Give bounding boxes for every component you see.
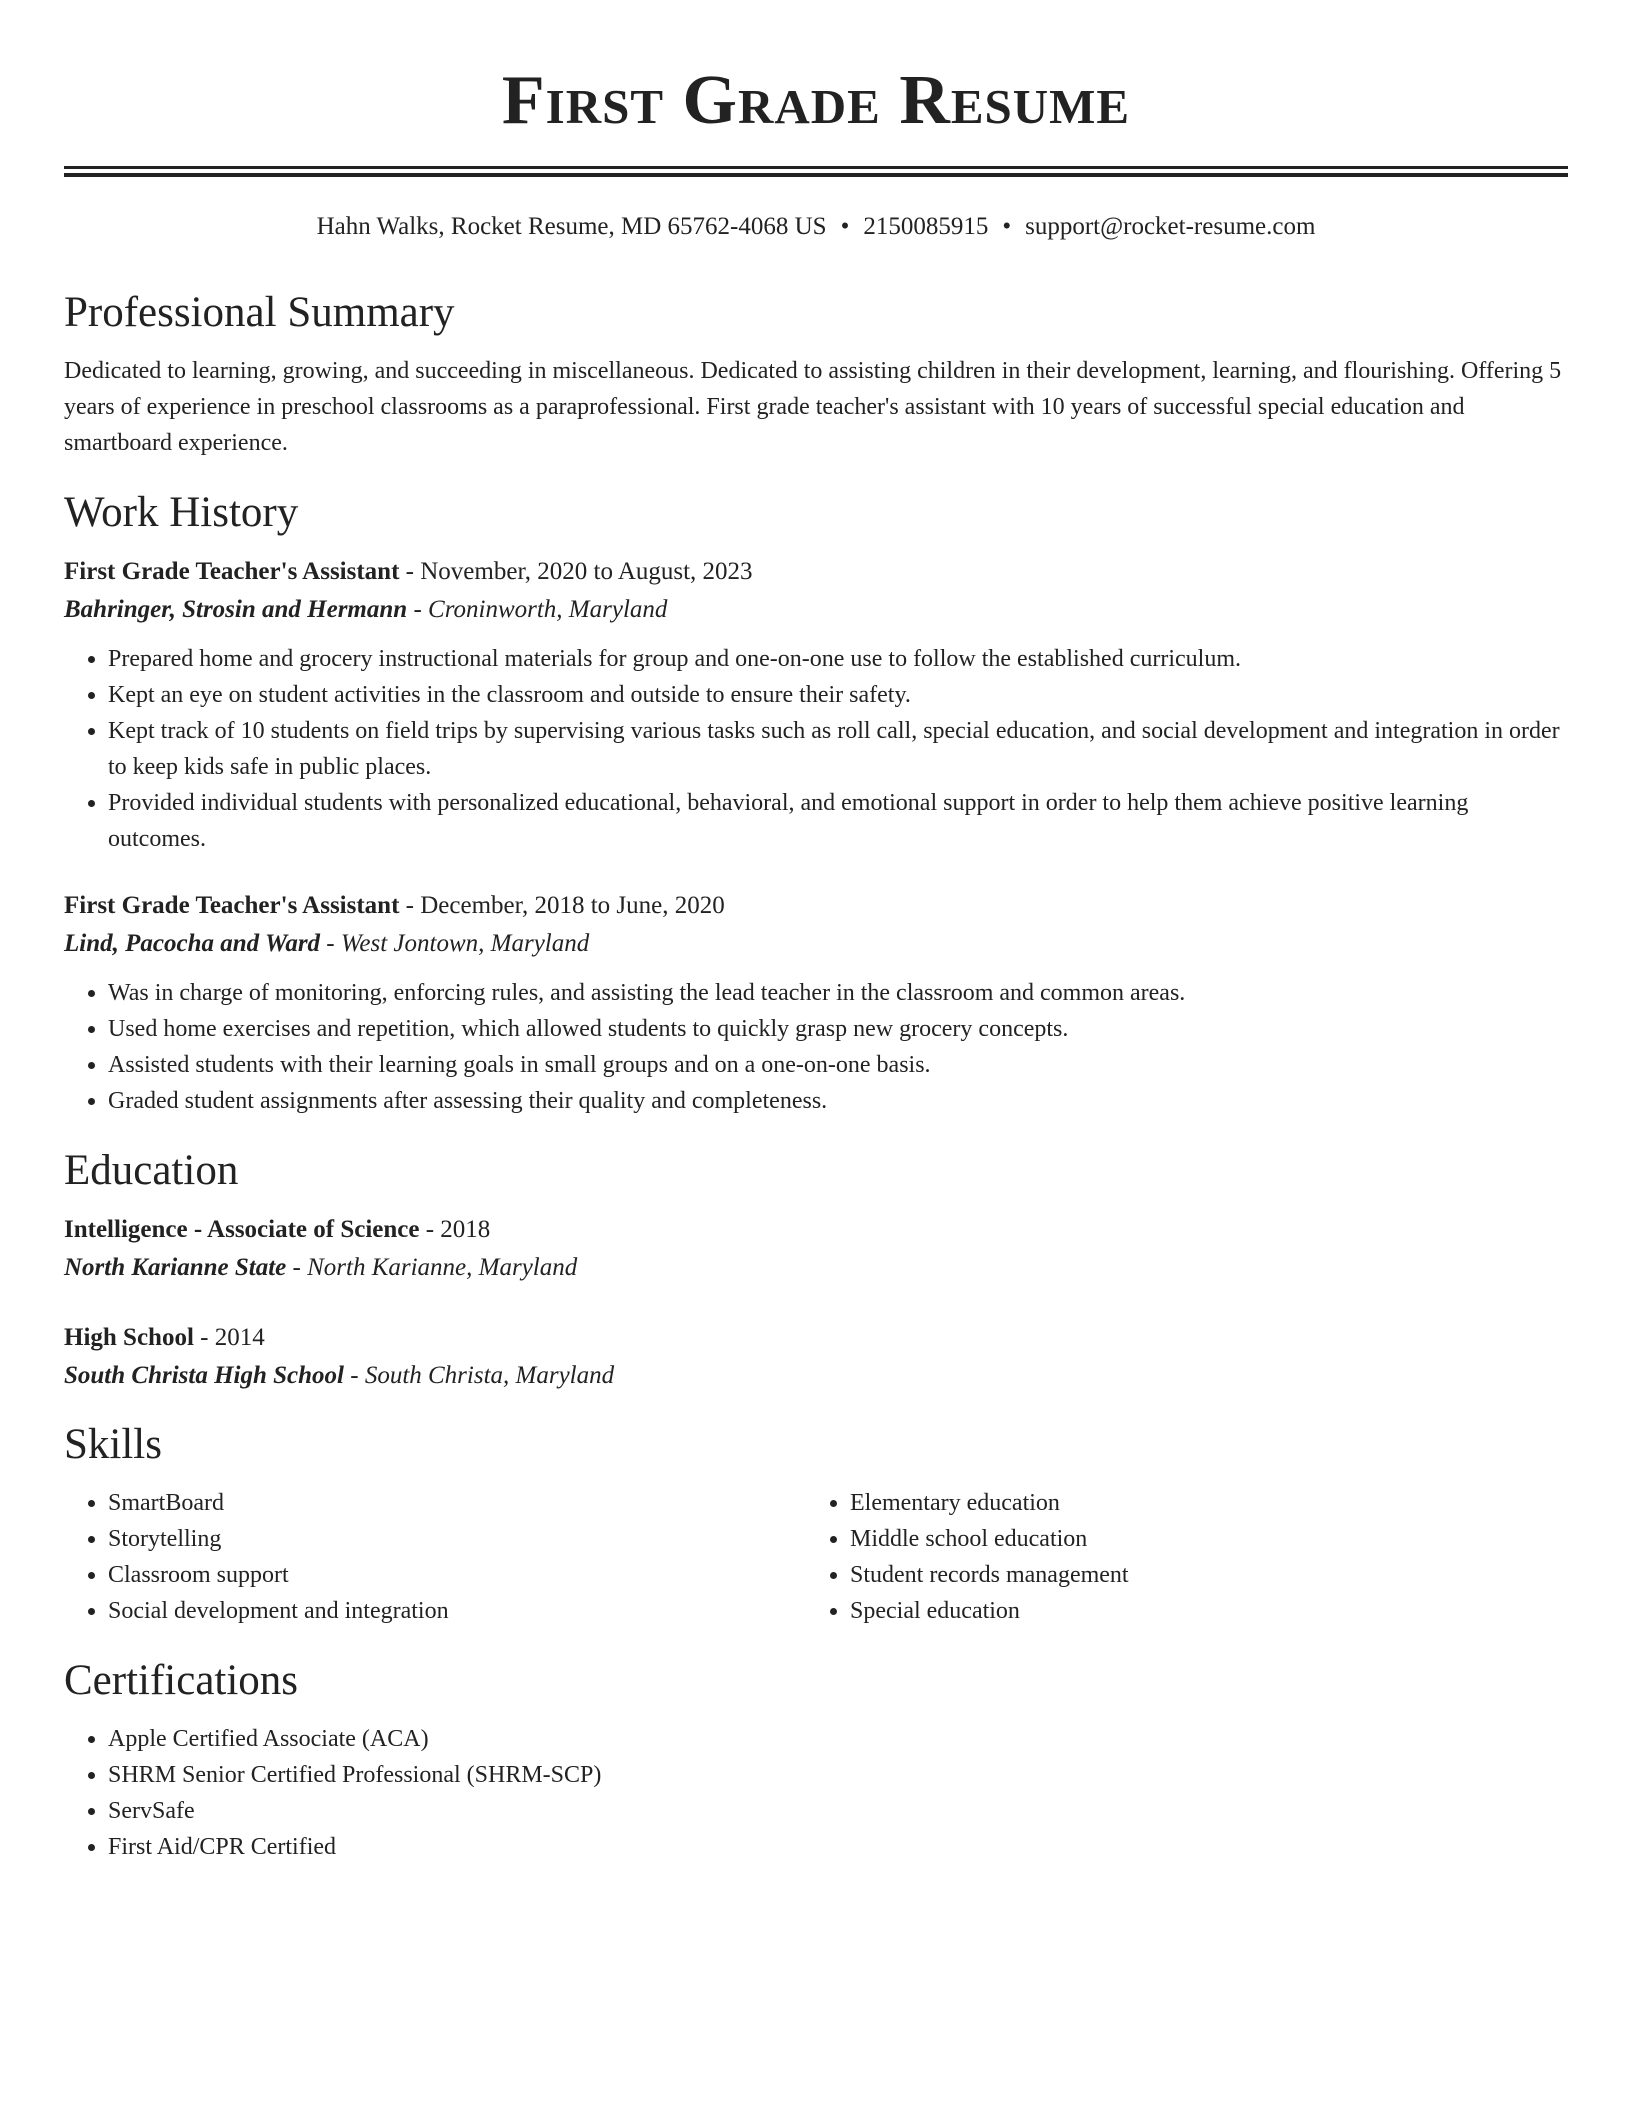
list-item: • SmartBoard xyxy=(108,1485,806,1521)
list-item: • First Aid/CPR Certified xyxy=(108,1829,1568,1865)
contact-address: Hahn Walks, Rocket Resume, MD 65762-4068 US xyxy=(316,213,827,240)
list-item: • Kept track of 10 students on field trips by supervising various tasks such as roll call, special education, and social development and integration in order to keep kids safe in public places. xyxy=(108,713,1568,785)
list-item: • ServSafe xyxy=(108,1793,1568,1829)
contact-email: support@rocket-resume.com xyxy=(1025,213,1316,240)
list-item: • Elementary education xyxy=(850,1485,1548,1521)
contact-phone: 2150085915 xyxy=(863,213,989,240)
school-name: North Karianne State xyxy=(64,1254,287,1281)
list-item: • Used home exercises and repetition, which allowed students to quickly grasp new grocery concepts. xyxy=(108,1011,1568,1047)
school-name: South Christa High School xyxy=(64,1362,344,1389)
degree-year: 2014 xyxy=(214,1324,265,1351)
list-item: • Assisted students with their learning goals in small groups and on a one-on-one basis. xyxy=(108,1047,1568,1083)
job-duties-list xyxy=(64,641,1568,857)
section-heading-summary: Professional Summary xyxy=(64,289,455,336)
title-double-rule xyxy=(64,166,1568,177)
school-line: North Karianne State - North Karianne, Maryland xyxy=(64,1254,578,1281)
job-title: First Grade Teacher's Assistant xyxy=(64,892,400,919)
employer-line: Bahringer, Strosin and Hermann - Croninworth, Maryland xyxy=(64,596,668,623)
job-entry xyxy=(64,553,1568,857)
contact-line xyxy=(64,211,1568,243)
education-entry xyxy=(64,1211,1568,1287)
list-item: • Student records management xyxy=(850,1557,1548,1593)
job-duties-list xyxy=(64,975,1568,1119)
skills-column-left xyxy=(64,1485,806,1629)
list-item: • Special education xyxy=(850,1593,1548,1629)
school-location: South Christa, Maryland xyxy=(364,1362,615,1389)
skills-grid xyxy=(64,1485,1568,1629)
list-item: • Kept an eye on student activities in the classroom and outside to ensure their safety. xyxy=(108,677,1568,713)
job-dates: December, 2018 to June, 2020 xyxy=(420,892,725,919)
list-item: • SHRM Senior Certified Professional (SHRM-SCP) xyxy=(108,1757,1568,1793)
degree-year: 2018 xyxy=(440,1216,491,1243)
school-line: South Christa High School - South Christa, Maryland xyxy=(64,1362,615,1389)
skills-list xyxy=(806,1485,1548,1629)
job-dates: November, 2020 to August, 2023 xyxy=(420,558,753,585)
employer-location: Croninworth, Maryland xyxy=(428,596,668,623)
job-title-line: First Grade Teacher's Assistant - December, 2018 to June, 2020 xyxy=(64,892,725,919)
employer-line: Lind, Pacocha and Ward - West Jontown, Maryland xyxy=(64,930,590,957)
contact-separator: • xyxy=(840,213,850,240)
list-item: • Storytelling xyxy=(108,1521,806,1557)
resume-page xyxy=(64,0,1568,1865)
list-item: • Middle school education xyxy=(850,1521,1548,1557)
degree-line: Intelligence - Associate of Science - 2018 xyxy=(64,1216,491,1243)
section-heading-work-history: Work History xyxy=(64,489,299,536)
employer-location: West Jontown, Maryland xyxy=(340,930,590,957)
list-item: • Classroom support xyxy=(108,1557,806,1593)
summary-text: Dedicated to learning, growing, and succeeding in miscellaneous. Dedicated to assisting children in their development, learning, and flourishing. Offering 5 years of experience in preschool classrooms as a paraprofessional. First grade teacher's assistant with 10 years of successful special education and smartboard experience. xyxy=(64,358,1562,456)
contact-separator: • xyxy=(1002,213,1012,240)
job-title-line: First Grade Teacher's Assistant - November, 2020 to August, 2023 xyxy=(64,558,753,585)
job-title: First Grade Teacher's Assistant xyxy=(64,558,400,585)
list-item: • Social development and integration xyxy=(108,1593,806,1629)
section-heading-education: Education xyxy=(64,1147,239,1194)
resume-title: First Grade Resume xyxy=(501,62,1131,139)
list-item: • Graded student assignments after assessing their quality and completeness. xyxy=(108,1083,1568,1119)
degree-line: High School - 2014 xyxy=(64,1324,265,1351)
degree-name: High School xyxy=(64,1324,194,1351)
list-item: • Apple Certified Associate (ACA) xyxy=(108,1721,1568,1757)
skills-column-right xyxy=(806,1485,1548,1629)
job-entry xyxy=(64,887,1568,1119)
employer-name: Bahringer, Strosin and Hermann xyxy=(64,596,408,623)
certifications-list xyxy=(64,1721,1568,1865)
list-item: • Provided individual students with personalized educational, behavioral, and emotional support in order to help them achieve positive learning outcomes. xyxy=(108,785,1568,857)
list-item: • Prepared home and grocery instructional materials for group and one-on-one use to follow the established curriculum. xyxy=(108,641,1568,677)
section-heading-certifications: Certifications xyxy=(64,1657,299,1704)
skills-list xyxy=(64,1485,806,1629)
list-item: • Was in charge of monitoring, enforcing rules, and assisting the lead teacher in the classroom and common areas. xyxy=(108,975,1568,1011)
school-location: North Karianne, Maryland xyxy=(307,1254,578,1281)
section-heading-skills: Skills xyxy=(64,1421,162,1468)
education-entry xyxy=(64,1319,1568,1395)
degree-name: Intelligence - Associate of Science xyxy=(64,1216,420,1243)
employer-name: Lind, Pacocha and Ward xyxy=(64,930,321,957)
